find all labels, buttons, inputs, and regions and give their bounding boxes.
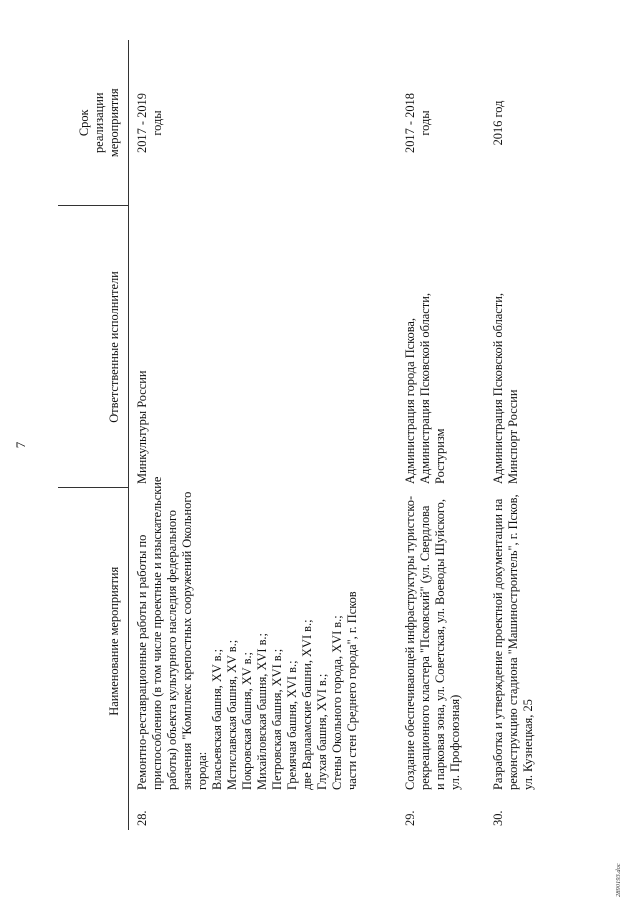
row-number: 30.	[491, 810, 505, 826]
action-line: Глухая башня, XVI в.;	[315, 673, 329, 790]
row-executors	[485, 206, 538, 488]
action-line: Разработка и утверждение проектной документации на	[491, 498, 505, 790]
row-executors	[129, 206, 398, 488]
file-reference: 2890193.doc	[615, 863, 622, 897]
header-term-line: реализации	[92, 92, 106, 154]
executor-line: Администрация Псковской области,	[418, 293, 432, 484]
executor-line: Минспорт России	[506, 389, 520, 484]
action-line: Создание обеспечивающей инфраструктуры туристско-	[403, 495, 417, 790]
action-line: приспособлению (в том числе проектные и изыскательские	[150, 476, 164, 790]
action-line: Гремячая башня, XVI в.;	[285, 660, 299, 790]
executor-line: Администрация города Пскова,	[403, 317, 417, 484]
measures-table	[58, 40, 538, 830]
action-line: реконструкцию стадиона "Машиностроитель", г. Псков,	[506, 494, 520, 790]
row-action	[129, 476, 398, 794]
header-executors: Ответственные исполнители	[58, 206, 129, 488]
action-line: и парковая зона, ул. Советская, ул. Воеводы Шуйского,	[433, 499, 447, 790]
action-line: Покровская башня, XV в.;	[240, 652, 254, 790]
header-term-line: мероприятия	[107, 88, 121, 158]
table-header-row	[58, 40, 129, 830]
executor-line: Минкультуры России	[135, 370, 149, 484]
row-term	[485, 40, 538, 206]
row-term	[397, 40, 485, 206]
row-number: 28.	[135, 810, 149, 826]
action-line: рекреационного кластера "Псковский" (ул. Свердлова	[418, 505, 432, 790]
table-row	[129, 40, 398, 830]
action-line: работы) объекта культурного наследия федерального	[165, 510, 179, 790]
action-line: части стен Среднего города", г. Псков	[345, 591, 359, 790]
action-line: Стены Окольного города, XVI в.;	[330, 615, 344, 790]
action-line: ул. Кузнецкая, 25	[521, 699, 535, 790]
term-line: годы	[150, 110, 164, 136]
row-action	[485, 488, 538, 794]
term-line: 2017 - 2019	[135, 93, 149, 153]
action-line: Власьевская башня, XV в.;	[210, 648, 224, 790]
header-term-line: Срок	[77, 109, 91, 137]
header-term	[58, 40, 129, 206]
page-number: 7	[13, 441, 28, 449]
action-line: Мстиславская башня, XV в.;	[225, 639, 239, 790]
action-line: города:	[195, 751, 209, 790]
header-number	[58, 794, 129, 830]
row-action	[397, 488, 485, 794]
header-name: Наименование мероприятия	[58, 488, 129, 794]
row-number: 29.	[403, 810, 417, 826]
action-line: две Варлаамские башни, XVI в.;	[300, 619, 314, 790]
term-line: 2016 год	[491, 100, 505, 146]
action-line: ул. Профсоюзная)	[448, 694, 462, 790]
action-line: Петровская башня, XVI в.;	[270, 648, 284, 790]
executor-line: Ростуризм	[433, 428, 447, 484]
table-row	[485, 40, 538, 830]
row-term	[129, 40, 398, 206]
action-line: Ремонтно-реставрационные работы и работы по	[135, 534, 149, 790]
executor-line: Администрация Псковской области,	[491, 293, 505, 484]
term-line: годы	[418, 110, 432, 136]
action-line: Михайловская башня, XVI в.;	[255, 633, 269, 790]
action-line: значения "Комплекс крепостных сооружений Окольного	[180, 491, 194, 790]
row-executors	[397, 206, 485, 488]
table-row	[397, 40, 485, 830]
term-line: 2017 - 2018	[403, 93, 417, 153]
